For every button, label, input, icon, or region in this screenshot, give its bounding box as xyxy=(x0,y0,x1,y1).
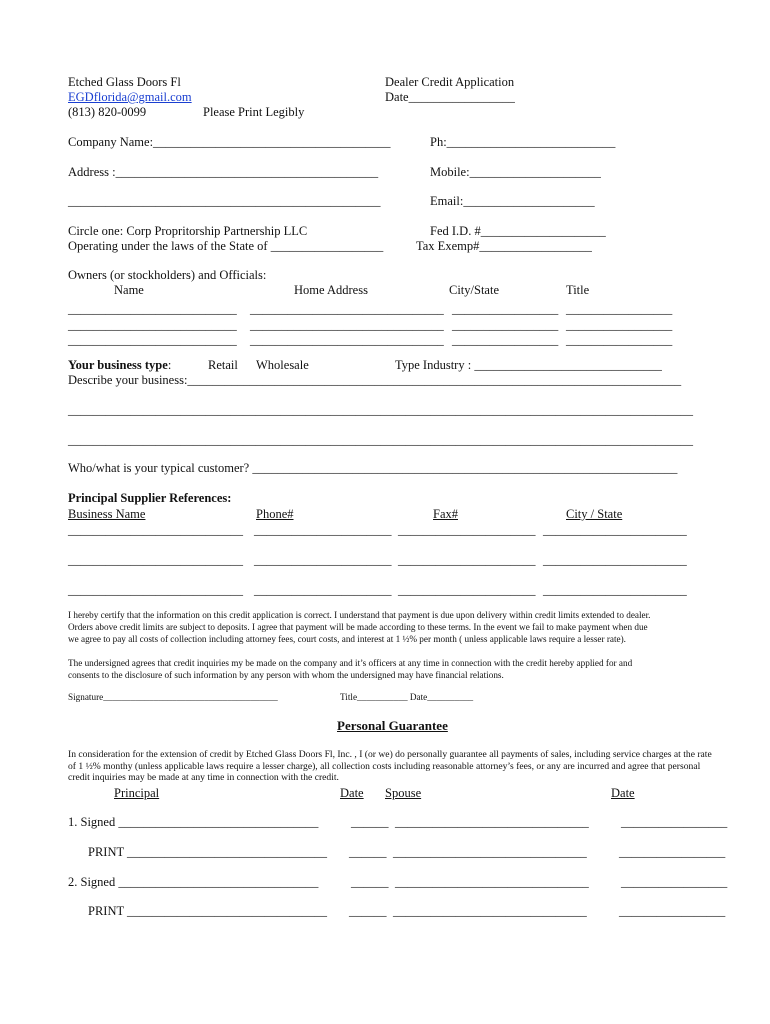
supplier-references-heading: Principal Supplier References: xyxy=(68,491,232,505)
certification-paragraph xyxy=(68,609,758,645)
owners-col-city-state: City/State xyxy=(449,283,499,297)
credit-inquiry-paragraph xyxy=(68,657,758,681)
company-email-link[interactable]: EGDflorida@gmail.com xyxy=(68,90,192,104)
supplier-name-line[interactable]: ____________________________ xyxy=(68,583,243,597)
owners-col-home-address: Home Address xyxy=(294,283,368,297)
supplier-city-line[interactable]: _______________________ xyxy=(543,523,687,537)
guarantee-line-1: In consideration for the extension of credit by Etched Glass Doors Fl, Inc. , I (or we) do personally guarantee all payments of sales, including service charges at the rate xyxy=(68,749,712,760)
tax-exempt-field[interactable]: Tax Exemp#__________________ xyxy=(416,239,592,253)
business-type-label xyxy=(68,358,171,372)
owner-home-line[interactable]: _______________________________ xyxy=(250,302,444,316)
industry-type-field[interactable]: Type Industry : ______________________________ xyxy=(395,358,662,372)
supplier-phone-line[interactable]: ______________________ xyxy=(254,583,392,597)
suppliers-col-business: Business Name xyxy=(68,507,146,521)
typical-customer-field[interactable]: Who/what is your typical customer? ____________________________________________________________________ xyxy=(68,461,678,475)
business-type-retail[interactable]: Retail xyxy=(208,358,238,372)
print-2-field[interactable]: PRINT ________________________________ xyxy=(88,904,328,918)
print-spouse-1-field[interactable]: _______________________________ xyxy=(393,845,587,859)
supplier-name-line[interactable]: ____________________________ xyxy=(68,553,243,567)
print-date-1-field[interactable]: ______ xyxy=(349,845,387,859)
describe-business-line[interactable]: ____________________________________________________________________________________________________ xyxy=(68,433,693,447)
owner-home-line[interactable]: _______________________________ xyxy=(250,333,444,347)
business-type-label-text: Your business type xyxy=(68,358,168,372)
spouse-1-field[interactable]: _______________________________ xyxy=(395,815,589,829)
spouse-date-1-field[interactable]: _________________ xyxy=(621,815,728,829)
mobile-field[interactable]: Mobile:_____________________ xyxy=(430,165,601,179)
date-2-field[interactable]: ______ xyxy=(351,875,389,889)
owner-title-line[interactable]: _________________ xyxy=(566,302,673,316)
owner-city-line[interactable]: _________________ xyxy=(452,318,559,332)
guarantee-col-date: Date xyxy=(340,786,364,800)
guarantee-col-spouse: Spouse xyxy=(385,786,422,800)
print-spouse-date-2-field[interactable]: _________________ xyxy=(619,904,726,918)
address-field[interactable]: Address :__________________________________________ xyxy=(68,165,379,179)
spouse-2-field[interactable]: _______________________________ xyxy=(395,875,589,889)
supplier-phone-line[interactable]: ______________________ xyxy=(254,553,392,567)
owner-title-line[interactable]: _________________ xyxy=(566,333,673,347)
supplier-phone-line[interactable]: ______________________ xyxy=(254,523,392,537)
date-1-field[interactable]: ______ xyxy=(351,815,389,829)
phone-field[interactable]: Ph:___________________________ xyxy=(430,135,616,149)
print-spouse-2-field[interactable]: _______________________________ xyxy=(393,904,587,918)
entity-type-choice[interactable]: Circle one: Corp Propritorship Partnership LLC xyxy=(68,224,308,238)
owner-home-line[interactable]: _______________________________ xyxy=(250,318,444,332)
inquiry-line-2: consents to the disclosure of such information by any person with whom the undersigned may have financial relations. xyxy=(68,670,504,680)
supplier-fax-line[interactable]: ______________________ xyxy=(398,583,536,597)
owners-heading: Owners (or stockholders) and Officials: xyxy=(68,268,267,282)
certify-line-2: Orders above credit limits are subject to deposits. I agree that payment will be made according to these terms. In the event we fail to make payment when due xyxy=(68,622,648,632)
business-type-colon: : xyxy=(167,358,172,372)
company-name-field[interactable]: Company Name:______________________________________ xyxy=(68,135,391,149)
form-title: Dealer Credit Application xyxy=(385,75,515,89)
guarantee-col-date-2: Date xyxy=(611,786,635,800)
guarantee-line-3: credit inquiries may be made at any time in connection with the credit. xyxy=(68,772,339,783)
owner-name-line[interactable]: ___________________________ xyxy=(68,318,237,332)
personal-guarantee-heading: Personal Guarantee xyxy=(337,718,448,733)
owners-col-name: Name xyxy=(114,283,144,297)
guarantee-paragraph xyxy=(68,749,758,784)
signed-2-field[interactable]: 2. Signed ________________________________ xyxy=(68,875,319,889)
title-date-field[interactable]: Title___________ Date__________ xyxy=(340,692,474,702)
email-field[interactable]: Email:_____________________ xyxy=(430,194,595,208)
address-line-2[interactable]: __________________________________________________ xyxy=(68,194,381,208)
certify-line-1: I hereby certify that the information on this credit application is correct. I understand that payment is due upon delivery within credit limits extended to dealer. xyxy=(68,610,651,620)
owner-name-line[interactable]: ___________________________ xyxy=(68,333,237,347)
guarantee-line-2: of 1 ½% monthy (unless applicable laws require a lesser charge), all collection costs including reasonable attorney’s fees, or any are incurred and agree that personal xyxy=(68,760,701,772)
signed-1-field[interactable]: 1. Signed ________________________________ xyxy=(68,815,319,829)
company-phone: (813) 820-0099 xyxy=(68,105,147,119)
guarantee-col-principal: Principal xyxy=(114,786,160,800)
date-field[interactable]: Date_________________ xyxy=(385,90,515,104)
describe-business-line[interactable]: ____________________________________________________________________________________________________ xyxy=(68,403,693,417)
suppliers-col-phone: Phone# xyxy=(256,507,294,521)
print-1-field[interactable]: PRINT ________________________________ xyxy=(88,845,328,859)
spouse-date-2-field[interactable]: _________________ xyxy=(621,875,728,889)
supplier-city-line[interactable]: _______________________ xyxy=(543,553,687,567)
describe-business-field[interactable]: Describe your business:_______________________________________________________________________________ xyxy=(68,373,682,387)
company-name: Etched Glass Doors Fl xyxy=(68,75,181,89)
print-spouse-date-1-field[interactable]: _________________ xyxy=(619,845,726,859)
supplier-fax-line[interactable]: ______________________ xyxy=(398,523,536,537)
suppliers-col-fax: Fax# xyxy=(433,507,458,521)
owners-col-title: Title xyxy=(566,283,590,297)
supplier-fax-line[interactable]: ______________________ xyxy=(398,553,536,567)
supplier-name-line[interactable]: ____________________________ xyxy=(68,523,243,537)
state-of-operation-field[interactable]: Operating under the laws of the State of __________________ xyxy=(68,239,384,253)
signature-field[interactable]: Signature______________________________________ xyxy=(68,692,278,702)
supplier-city-line[interactable]: _______________________ xyxy=(543,583,687,597)
business-type-wholesale[interactable]: Wholesale xyxy=(256,358,309,372)
owner-city-line[interactable]: _________________ xyxy=(452,333,559,347)
fed-id-field[interactable]: Fed I.D. #____________________ xyxy=(430,224,606,238)
print-date-2-field[interactable]: ______ xyxy=(349,904,387,918)
certify-line-3: we agree to pay all costs of collection including attorney fees, court costs, and interest at 1 ½% per month ( unless applicable laws require a lesser rate). xyxy=(68,634,626,644)
owner-title-line[interactable]: _________________ xyxy=(566,318,673,332)
owner-name-line[interactable]: ___________________________ xyxy=(68,302,237,316)
suppliers-col-city: City / State xyxy=(566,507,623,521)
owner-city-line[interactable]: _________________ xyxy=(452,302,559,316)
inquiry-line-1: The undersigned agrees that credit inquiries my be made on the company and it’s officers at any time in connection with the credit hereby applied for and xyxy=(68,658,633,668)
print-legibly-note: Please Print Legibly xyxy=(203,105,305,119)
